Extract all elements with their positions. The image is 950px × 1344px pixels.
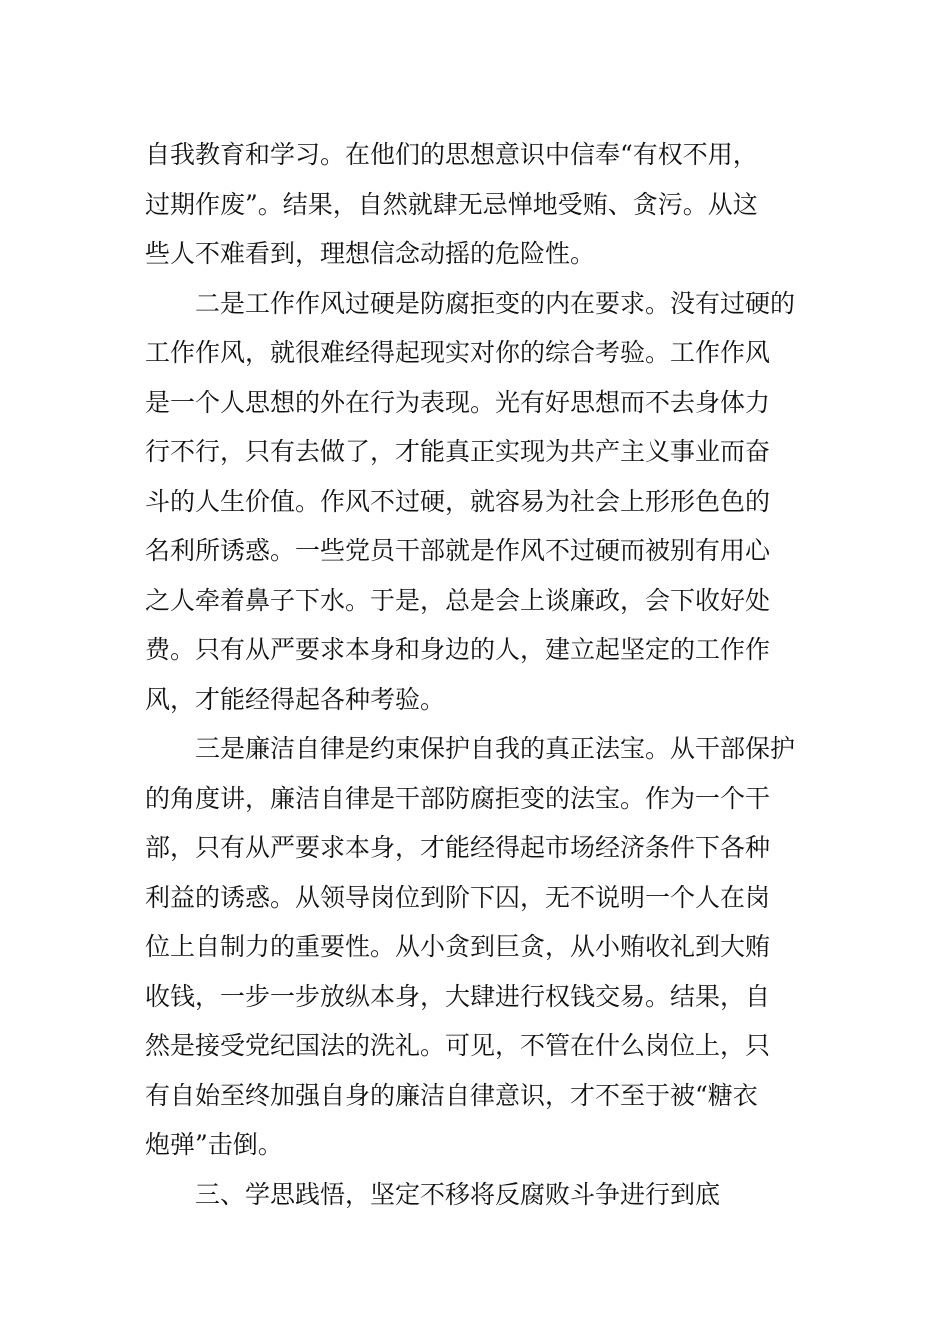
paragraph-3 bbox=[145, 724, 810, 1170]
text-line: 之人牵着鼻子下水。于是，总是会上谈廉政，会下收好处 bbox=[145, 585, 771, 615]
text-line: 然是接受党纪国法的洗礼。可见，不管在什么岗位上，只 bbox=[145, 1031, 771, 1060]
paragraph-1 bbox=[145, 130, 810, 279]
text-line: 二是工作作风过硬是防腐拒变的内在要求。没有过硬的 bbox=[195, 288, 796, 318]
text-line: 是一个人思想的外在行为表现。光有好思想而不去身体力 bbox=[145, 387, 771, 417]
text-line: 过期作废”。结果，自然就肆无忌惮地受贿、贪污。从这 bbox=[145, 189, 758, 219]
text-line: 部，只有从严要求本身，才能经得起市场经济条件下各种 bbox=[145, 833, 771, 862]
text-line: 斗的人生价值。作风不过硬，就容易为社会上形形色色的 bbox=[145, 486, 771, 516]
text-line: 三是廉洁自律是约束保护自我的真正法宝。从干部保护 bbox=[195, 734, 796, 763]
text-line: 自我教育和学习。在他们的思想意识中信奉“有权不用， bbox=[145, 140, 758, 169]
text-line: 三、学思践悟，坚定不移将反腐败斗争进行到底 bbox=[195, 1179, 721, 1209]
paragraph-2 bbox=[145, 279, 810, 725]
text-line: 工作作风，就很难经得起现实对你的综合考验。工作作风 bbox=[145, 338, 771, 367]
text-line: 的角度讲，廉洁自律是干部防腐拒变的法宝。作为一个干 bbox=[145, 783, 771, 813]
text-line: 利益的诱惑。从领导岗位到阶下囚，无不说明一个人在岗 bbox=[145, 882, 771, 912]
text-line: 风，才能经得起各种考验。 bbox=[145, 684, 446, 714]
text-line: 费。只有从严要求本身和身边的人，建立起坚定的工作作 bbox=[145, 635, 771, 664]
document-body bbox=[145, 130, 810, 1219]
text-line: 有自始至终加强自身的廉洁自律意识，才不至于被“糖衣 bbox=[145, 1080, 758, 1110]
text-line: 行不行，只有去做了，才能真正实现为共产主义事业而奋 bbox=[145, 437, 771, 466]
text-line: 位上自制力的重要性。从小贪到巨贪，从小贿收礼到大贿 bbox=[145, 932, 771, 961]
text-line: 炮弹”击倒。 bbox=[145, 1130, 283, 1159]
section-heading bbox=[145, 1170, 810, 1220]
text-line: 名利所诱惑。一些党员干部就是作风不过硬而被别有用心 bbox=[145, 536, 771, 565]
text-line: 些人不难看到，理想信念动摇的危险性。 bbox=[145, 239, 596, 268]
text-line: 收钱，一步一步放纵本身，大肆进行权钱交易。结果，自 bbox=[145, 981, 771, 1011]
